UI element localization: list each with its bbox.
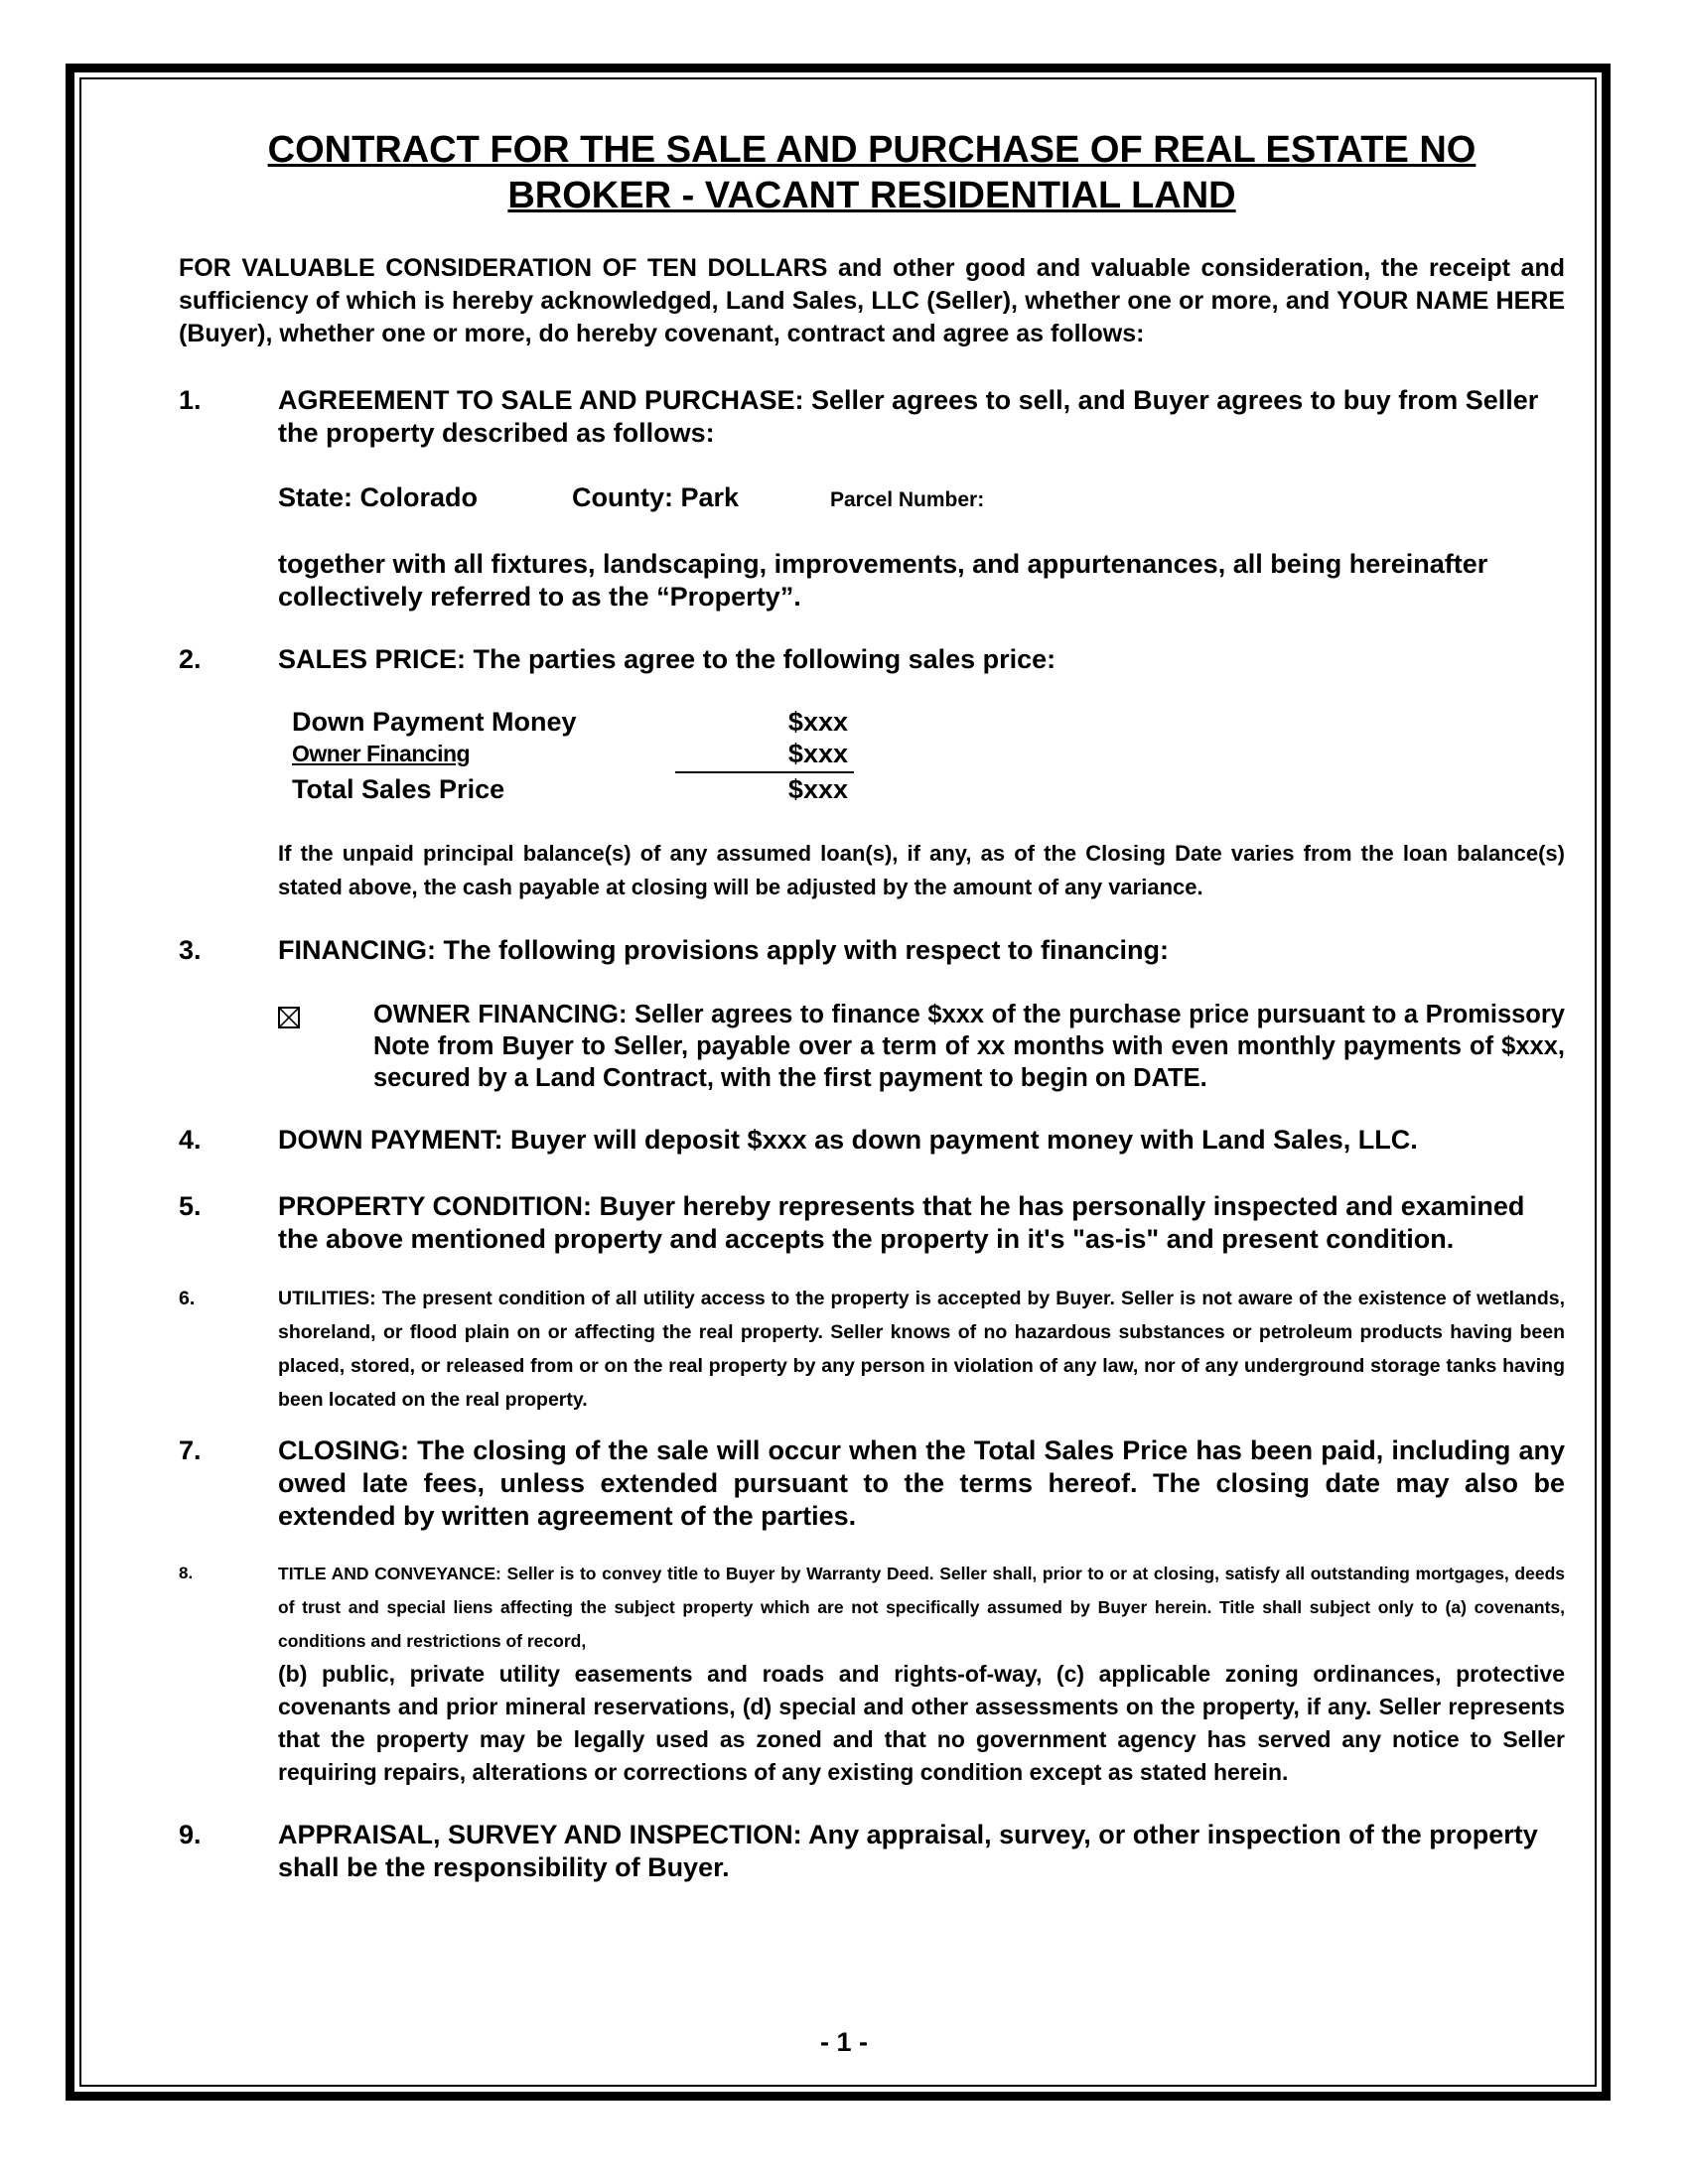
section-2-text: SALES PRICE: The parties agree to the following sales price:	[278, 644, 1056, 674]
section-6-text: UTILITIES: The present condition of all utility access to the property is accepted by Buyer. Seller is not aware of the existence of wetlands, shoreland, or flood plain on or affecting the real property. Seller knows of no hazardous substances or petroleum products having been placed, stored, or released from or on the real property by any person in violation of any law, nor of any underground storage tanks having been located on the real property.	[278, 1288, 1565, 1411]
contract-page	[179, 127, 1565, 1884]
section-9	[179, 1819, 1565, 1884]
section-4-text: DOWN PAYMENT: Buyer will deposit $xxx as down payment money with Land Sales, LLC.	[278, 1125, 1418, 1155]
section-number: 6.	[179, 1288, 196, 1309]
section-2-note: If the unpaid principal balance(s) of any assumed loan(s), if any, as of the Closing Date varies from the loan balance(s) stated above, the cash payable at closing will be adjusted by the amount of any variance.	[278, 841, 1565, 899]
checkbox-x-icon	[280, 1009, 298, 1026]
document-title	[179, 127, 1565, 218]
price-label: Down Payment Money	[292, 707, 577, 737]
price-label: Total Sales Price	[292, 774, 505, 804]
section-5-text: PROPERTY CONDITION: Buyer hereby represents that he has personally inspected and examined the above mentioned property and accepts the property in it's "as-is" and present condition.	[278, 1191, 1525, 1254]
section-9-text: APPRAISAL, SURVEY AND INSPECTION: Any appraisal, survey, or other inspection of the property shall be the responsibility of Buyer.	[278, 1820, 1538, 1882]
section-8-text-large: (b) public, private utility easements and roads and rights-of-way, (c) applicable zoning ordinances, protective covenants and prior mineral reservations, (d) special and other assessments on the property, if any. Seller represents that the property may be legally used as zoned and that no government agency has served any notice to Seller requiring repairs, alterations or corrections of any existing condition except as stated herein.	[278, 1661, 1565, 1785]
state-value: State: Colorado	[278, 482, 479, 512]
section-1-tail: together with all fixtures, landscaping, improvements, and appurtenances, all being hereinafter collectively referred to as the “Property”.	[278, 549, 1488, 612]
price-amount: $xxx	[787, 739, 848, 768]
price-row-down-payment	[292, 706, 848, 738]
section-3-text: FINANCING: The following provisions apply with respect to financing:	[278, 935, 1170, 965]
title-line-2: BROKER - VACANT RESIDENTIAL LAND	[507, 175, 1236, 216]
section-7	[179, 1434, 1565, 1533]
title-line-1: CONTRACT FOR THE SALE AND PURCHASE OF REAL ESTATE NO	[267, 129, 1477, 171]
section-number: 7.	[179, 1435, 202, 1465]
section-8	[179, 1557, 1565, 1789]
property-location	[278, 481, 1565, 516]
county-value: County: Park	[572, 482, 740, 512]
price-row-owner-financing	[292, 738, 848, 769]
section-number: 4.	[179, 1125, 202, 1155]
price-row-total	[292, 769, 848, 809]
section-number: 8.	[179, 1564, 194, 1582]
section-3	[179, 934, 1565, 1094]
section-4	[179, 1124, 1565, 1157]
section-5	[179, 1190, 1565, 1256]
section-2	[179, 643, 1565, 904]
section-1-text: AGREEMENT TO SALE AND PURCHASE: Seller agrees to sell, and Buyer agrees to buy from Seller the property described as follows:	[278, 385, 1539, 448]
section-number: 3.	[179, 935, 202, 965]
price-label: Owner Financing	[292, 741, 471, 766]
section-number: 9.	[179, 1820, 202, 1849]
owner-financing-checkbox[interactable]	[278, 1007, 300, 1028]
owner-financing-text: OWNER FINANCING: Seller agrees to finance $xxx of the purchase price pursuant to a Promissory Note from Buyer to Seller, payable over a term of xx months with even monthly payments of $xxx, secured by a Land Contract, with the first payment to begin on DATE.	[373, 1001, 1565, 1092]
section-number: 2.	[179, 644, 202, 674]
section-1	[179, 384, 1565, 614]
price-amount: $xxx	[787, 707, 848, 737]
parcel-number-label: Parcel Number:	[830, 488, 985, 511]
sales-price-table	[292, 706, 848, 809]
page-number: - 1 -	[819, 2027, 868, 2057]
section-8-text-small: TITLE AND CONVEYANCE: Seller is to convey title to Buyer by Warranty Deed. Seller shall, prior to or at closing, satisfy all outstanding mortgages, deeds of trust and special liens affecting the subject property which are not specifically assumed by Buyer herein. Title shall subject only to (a) covenants, conditions and restrictions of record,	[278, 1564, 1565, 1651]
intro-paragraph: FOR VALUABLE CONSIDERATION OF TEN DOLLARS and other good and valuable consideration, the receipt and sufficiency of which is hereby acknowledged, Land Sales, LLC (Seller), whether one or more, and YOUR NAME HERE (Buyer), whether one or more, do hereby covenant, contract and agree as follows:	[179, 254, 1565, 347]
section-number: 5.	[179, 1191, 202, 1221]
owner-financing-option	[278, 999, 1565, 1094]
section-7-text: CLOSING: The closing of the sale will occur when the Total Sales Price has been paid, including any owed late fees, unless extended pursuant to the terms hereof. The closing date may also be extended by written agreement of the parties.	[278, 1435, 1565, 1531]
price-amount: $xxx	[787, 774, 848, 804]
section-number: 1.	[179, 385, 202, 415]
section-6	[179, 1282, 1565, 1417]
